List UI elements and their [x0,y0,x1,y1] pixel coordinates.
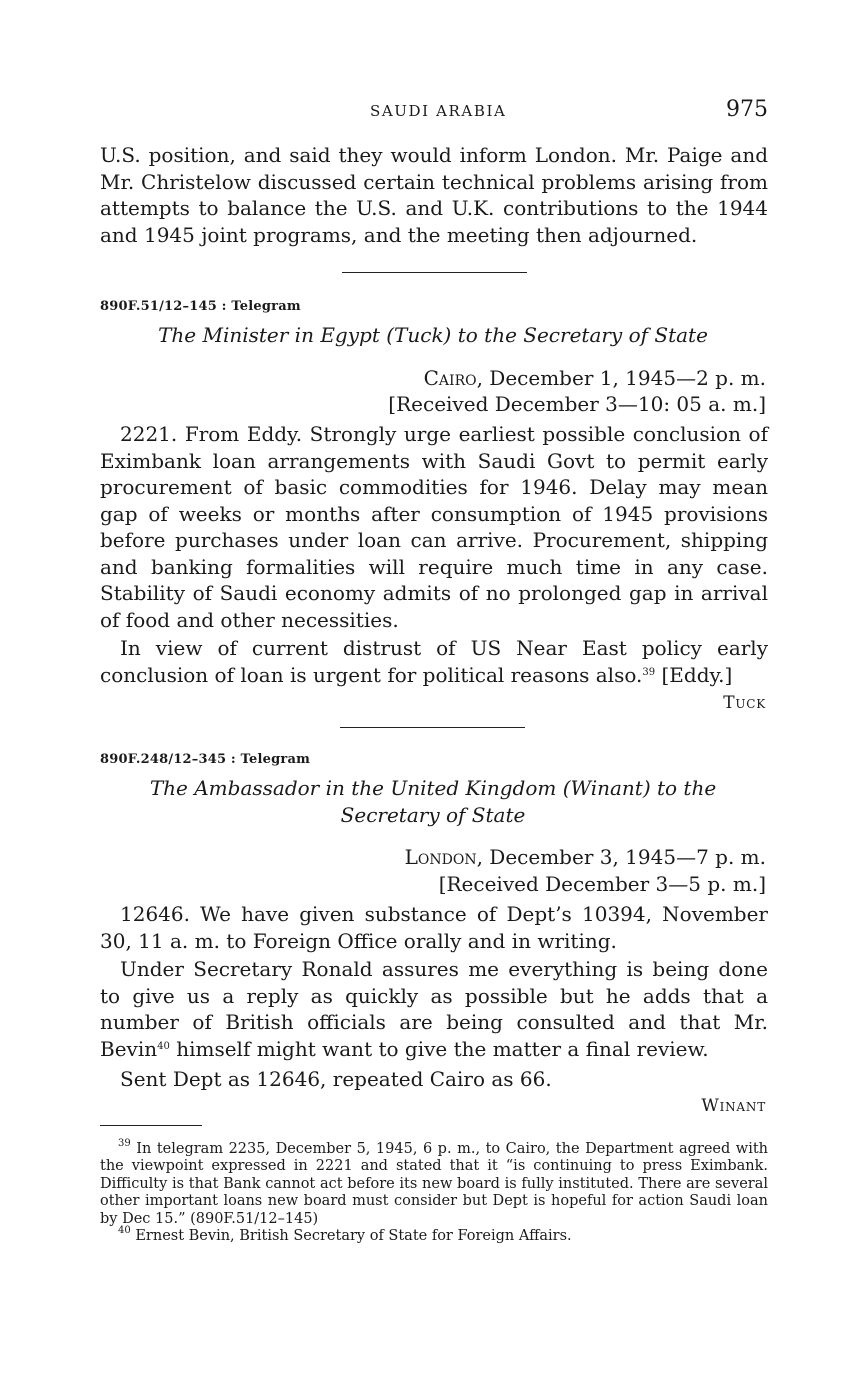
page-number: 975 [726,97,768,122]
dateline [405,845,766,869]
running-header [98,97,768,123]
telegram-paragraph: 12646. We have given substance of Dept’s 10394, November 30, 11 a. m. to Foreign Office orally and in writing. [100,902,768,953]
telegram-paragraph [100,956,768,1062]
section-divider [342,272,527,273]
footnote-number: 40 [118,1225,131,1237]
document-heading: The Ambassador in the United Kingdom (Winant) to the Secretary of State [149,776,717,827]
footnote-marker: 39 [642,666,656,678]
dateline-city: Cairo [423,366,477,390]
paragraph-end: himself might want to give the matter a final review. [169,1036,709,1061]
footnote-text: In telegram 2235, December 5, 1945, 6 p. m., to Cairo, the Department agreed with the viewpoint expressed in 2221 and stated that it “is continuing to press Eximbank. Difficulty is that Bank cannot act before its new board is fully instituted. There are several other important loans new board must consider but Dept is hopeful for action Saudi loan by Dec 15.” (890F.51/12–145) [100,1141,768,1227]
file-reference: 890F.51/12–145 : Telegram [100,299,301,314]
footnote-40 [100,1225,768,1245]
dateline [424,366,766,390]
telegram-paragraph [100,635,768,688]
footnote-number: 39 [118,1138,131,1149]
continued-paragraph: U.S. position, and said they would inform London. Mr. Paige and Mr. Christelow discussed certain technical problems arising from attempts to balance the U.S. and U.K. contributions to the 1944 and 1945 joint programs, and the meeting then adjourned. [100,143,768,247]
footnote-divider [100,1125,202,1126]
signature: Tuck [723,693,766,713]
paragraph-end: [Eddy.] [655,662,733,687]
paragraph-text: Under Secretary Ronald assures me everything is being done to give us a reply as quickly as possible but he adds that a number of British officials are being consulted and that Mr. Bevin [100,957,768,1061]
signature: Winant [701,1096,766,1116]
telegram-paragraph: 2221. From Eddy. Strongly urge earliest possible conclusion of Eximbank loan arrangements with Saudi Govt to permit early procurement of basic commodities for 1946. Delay may mean gap of weeks or months after consumption of 1945 provisions before purchases under loan can arrive. Procurement, shipping and banking formalities will require much time in any case. Stability of Saudi economy admits of no prolonged gap in arrival of food and other necessities. [100,422,768,632]
document-heading: The Minister in Egypt (Tuck) to the Secretary of State [158,323,708,347]
footnotes [100,1138,768,1245]
footnote-text: Ernest Bevin, British Secretary of State for Foreign Affairs. [135,1228,572,1245]
dateline-date: , December 1, 1945—2 p. m. [476,366,766,390]
file-reference: 890F.248/12–345 : Telegram [100,752,311,767]
received-line: [Received December 3—10: 05 a. m.] [388,392,766,416]
paragraph-text: In view of current distrust of US Near East policy early conclusion of loan is urgent for political reasons also. [100,636,768,687]
section-divider [340,727,525,728]
dateline-date: , December 3, 1945—7 p. m. [476,845,766,869]
dateline-city: London [404,845,477,869]
received-line: [Received December 3—5 p. m.] [438,872,766,896]
telegram-paragraph: Sent Dept as 12646, repeated Cairo as 66. [120,1067,552,1091]
footnote-39 [100,1138,768,1228]
footnote-marker: 40 [157,1040,170,1052]
running-title: SAUDI ARABIA [370,102,507,120]
